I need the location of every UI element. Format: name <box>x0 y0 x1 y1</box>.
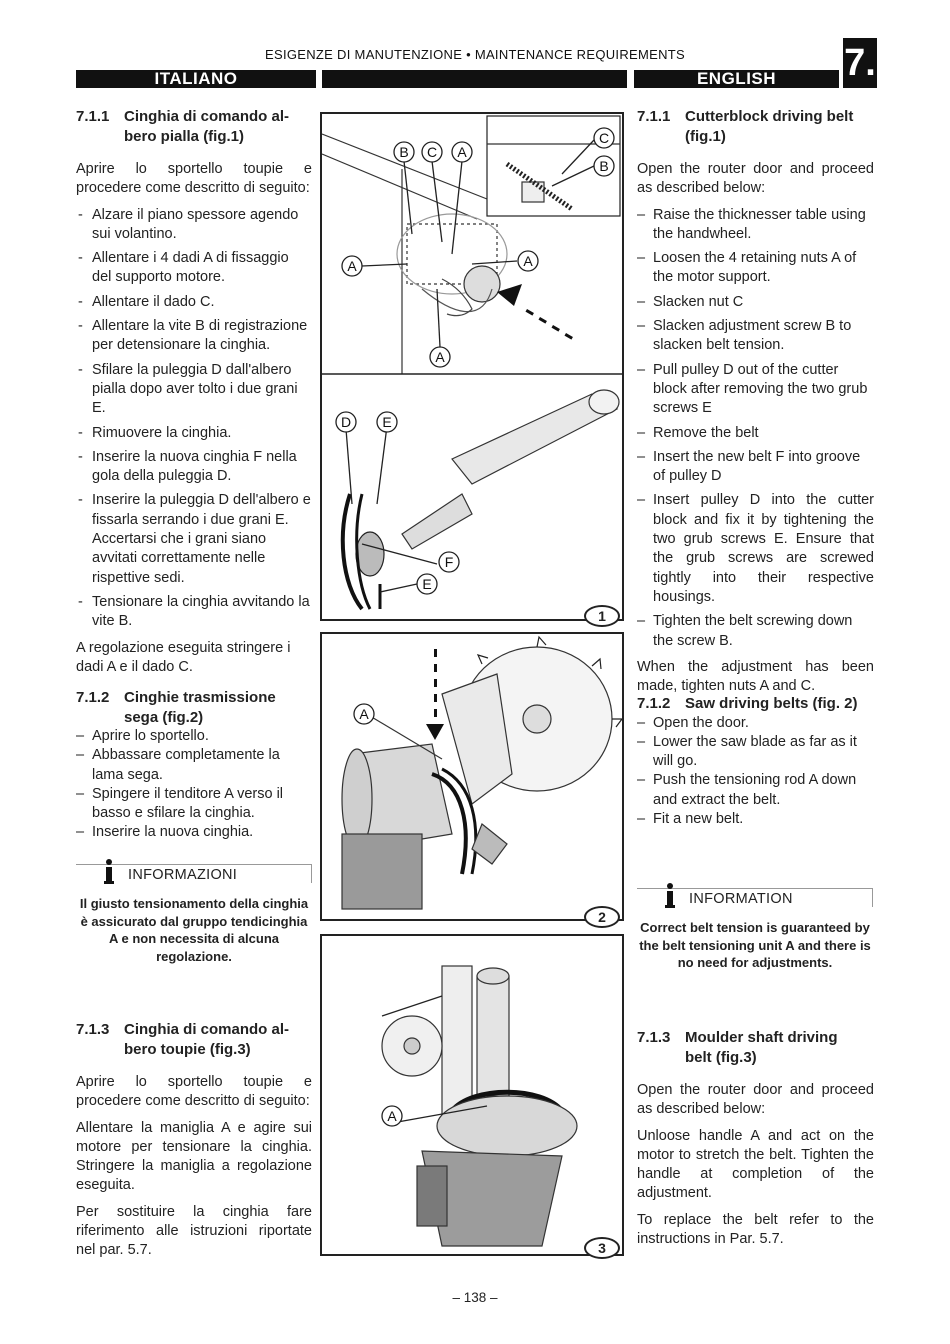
list-item: – Aprire lo sportello. <box>76 727 312 746</box>
figure-2-number: 2 <box>584 906 620 928</box>
it-s3-title-a: Cinghia di comando al- <box>124 1021 290 1038</box>
en-s3-title-b: belt (fig.3) <box>685 1048 757 1066</box>
list-item: - Inserire la puleggia D dell'albero e fissarla serrando i due grani E. Accertarsi che i grani siano avvitati correttamente nelle rispettive sedi. <box>76 491 312 587</box>
page-header-title: ESIGENZE DI MANUTENZIONE • MAINTENANCE REQUIREMENTS <box>265 47 685 62</box>
list-item: - Inserire la nuova cinghia F nella gola della puleggia D. <box>76 448 312 487</box>
it-s2-list <box>76 727 312 843</box>
it-info-box <box>76 864 312 965</box>
figure-2-callouts <box>354 704 374 724</box>
list-item: – Lower the saw blade as far as it will go. <box>637 733 874 772</box>
it-s3-p1: Aprire lo sportello toupie e procedere come descritto di seguito: <box>76 1074 312 1110</box>
english-section-2 <box>637 694 874 836</box>
list-item: – Loosen the 4 retaining nuts A of the motor support. <box>637 249 874 288</box>
info-icon <box>663 883 677 909</box>
list-item: – Push the tensioning rod A down and extract the belt. <box>637 771 874 810</box>
svg-text:A: A <box>457 144 467 160</box>
it-info-label: INFORMAZIONI <box>128 867 238 883</box>
it-s3-heading <box>76 1020 312 1059</box>
en-s1-heading <box>637 107 874 146</box>
en-info-header <box>637 888 873 907</box>
italiano-bar: ITALIANO <box>76 70 316 88</box>
callout-label <box>594 156 614 176</box>
en-s1-list <box>637 206 874 651</box>
page-number: – 138 – <box>452 1290 498 1305</box>
figure-2-drawing <box>322 634 622 919</box>
list-item: - Rimuovere la cinghia. <box>76 424 312 443</box>
callout-label <box>354 704 374 724</box>
callout-label <box>452 142 472 162</box>
list-item: – Raise the thicknesser table using the handwheel. <box>637 206 874 245</box>
chapter-number: 7. <box>843 38 877 88</box>
callout-label <box>430 347 450 367</box>
list-item: - Tensionare la cinghia avvitando la vite B. <box>76 593 312 632</box>
en-info-text: Correct belt tension is guaranteed by the belt tensioning unit A and there is no need for adjustments. <box>639 920 871 970</box>
en-s1-title-b: (fig.1) <box>685 127 726 145</box>
list-item: – Open the door. <box>637 714 874 733</box>
it-s3-p3: Per sostituire la cinghia fare riferimento alle istruzioni riportate nel par. 5.7. <box>76 1203 312 1259</box>
it-s3-number: 7.1.3 <box>76 1021 110 1038</box>
it-s1-number: 7.1.1 <box>76 108 110 125</box>
figure-2 <box>320 632 624 921</box>
italian-section-2 <box>76 688 312 850</box>
english-section-3 <box>637 1028 874 1256</box>
it-s2-title-b: sega (fig.2) <box>124 708 204 726</box>
svg-text:C: C <box>426 144 438 160</box>
svg-text:C: C <box>598 130 610 146</box>
figure-1 <box>320 112 624 621</box>
svg-text:F: F <box>444 554 454 570</box>
middle-bar <box>322 70 627 88</box>
list-item: – Insert the new belt F into groove of pulley D <box>637 448 874 487</box>
it-s1-list <box>76 206 312 632</box>
figure-3-callouts <box>382 1106 402 1126</box>
en-s1-title-a: Cutterblock driving belt <box>685 108 854 125</box>
it-info-text: Il giusto tensionamento della cinghia è assicurato dal gruppo tendicinghia A e non necessita di alcuna regolazione. <box>79 896 309 964</box>
callout-label <box>439 552 459 572</box>
en-s3-title-a: Moulder shaft driving <box>685 1029 838 1046</box>
en-s3-heading <box>637 1028 874 1067</box>
list-item: – Fit a new belt. <box>637 810 874 829</box>
en-s2-number: 7.1.2 <box>637 695 671 712</box>
list-item: - Alzare il piano spessore agendo sui volantino. <box>76 206 312 245</box>
svg-text:A: A <box>435 349 445 365</box>
list-item: – Remove the belt <box>637 424 874 443</box>
en-s3-p2: Unloose handle A and act on the motor to stretch the belt. Tighten the handle at completion of the adjustment. <box>637 1127 874 1202</box>
english-bar: ENGLISH <box>634 70 839 88</box>
callout-label <box>377 412 397 432</box>
list-item: – Tighten the belt screwing down the screw B. <box>637 612 874 651</box>
en-s3-p3: To replace the belt refer to the instructions in Par. 5.7. <box>637 1211 874 1248</box>
it-s2-number: 7.1.2 <box>76 689 110 706</box>
svg-text:B: B <box>399 144 409 160</box>
figure-1-drawing <box>322 114 622 619</box>
it-s1-intro: Aprire lo sportello toupie e procedere come descritto di seguito: <box>76 161 312 197</box>
en-info-box <box>637 888 873 972</box>
figure-3 <box>320 934 624 1256</box>
info-icon <box>102 859 116 885</box>
it-s1-outro: A regolazione eseguita stringere i dadi A e il dado C. <box>76 639 291 675</box>
svg-text:A: A <box>347 258 357 274</box>
it-s3-p2: Allentare la maniglia A e agire sui motore per tensionare la cinghia. Stringere la maniglia a regolazione eseguita. <box>76 1119 312 1194</box>
svg-text:E: E <box>422 576 432 592</box>
callout-label <box>518 251 538 271</box>
en-s3-number: 7.1.3 <box>637 1029 671 1046</box>
svg-text:E: E <box>382 414 392 430</box>
callout-label <box>342 256 362 276</box>
it-s3-title-b: bero toupie (fig.3) <box>124 1040 251 1058</box>
list-item: – Slacken nut C <box>637 293 874 312</box>
list-item: – Abbassare completamente la lama sega. <box>76 746 312 785</box>
en-s2-list <box>637 714 874 830</box>
en-s1-outro: When the adjustment has been made, tighten nuts A and C. <box>637 658 874 695</box>
list-item: - Allentare il dado C. <box>76 293 312 312</box>
svg-text:A: A <box>387 1108 397 1124</box>
figure-3-drawing <box>322 936 622 1254</box>
en-info-label: INFORMATION <box>689 891 793 907</box>
english-section-1 <box>637 107 874 703</box>
en-s3-p1: Open the router door and proceed as described below: <box>637 1082 874 1118</box>
figure-1-number: 1 <box>584 605 620 627</box>
list-item: – Spingere il tenditore A verso il basso e sfilare la cinghia. <box>76 785 312 824</box>
callout-label <box>382 1106 402 1126</box>
svg-text:B: B <box>599 158 609 174</box>
it-s1-title-b: bero pialla (fig.1) <box>124 127 245 145</box>
list-item: – Insert pulley D into the cutter block and fix it by tightening the two grub screws E. Ensure that the grub screws are screwed tightly into their respective housings. <box>637 491 874 607</box>
it-s1-title-a: Cinghia di comando al- <box>124 108 290 125</box>
svg-text:D: D <box>340 414 352 430</box>
svg-text:A: A <box>359 706 369 722</box>
list-item: – Pull pulley D out of the cutter block after removing the two grub screws E <box>637 361 874 419</box>
en-s1-intro: Open the router door and proceed as described below: <box>637 161 874 197</box>
callout-label <box>417 574 437 594</box>
callout-label <box>336 412 356 432</box>
list-item: - Allentare i 4 dadi A di fissaggio del supporto motore. <box>76 249 312 288</box>
figure-3-number: 3 <box>584 1237 620 1259</box>
en-s2-title: Saw driving belts (fig. 2) <box>685 695 858 712</box>
it-s2-title-a: Cinghie trasmissione <box>124 689 276 706</box>
list-item: – Inserire la nuova cinghia. <box>76 823 312 842</box>
italian-section-3 <box>76 1020 312 1268</box>
it-s2-heading <box>76 688 312 727</box>
it-info-header <box>76 864 312 883</box>
callout-label <box>394 142 414 162</box>
list-item: - Allentare la vite B di registrazione per detensionare la cinghia. <box>76 317 312 356</box>
callout-label <box>422 142 442 162</box>
callout-label <box>594 128 614 148</box>
it-s1-heading <box>76 107 312 146</box>
list-item: – Slacken adjustment screw B to slacken belt tension. <box>637 317 874 356</box>
svg-text:A: A <box>523 253 533 269</box>
list-item: - Sfilare la puleggia D dall'albero pialla dopo aver tolto i due grani E. <box>76 361 312 419</box>
italian-section-1 <box>76 107 312 684</box>
en-s1-number: 7.1.1 <box>637 108 671 125</box>
en-s2-heading <box>637 694 874 714</box>
